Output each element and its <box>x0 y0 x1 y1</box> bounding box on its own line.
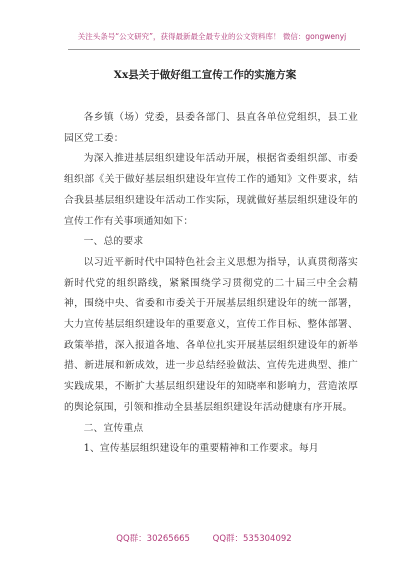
section-heading-1: 一、总的要求 <box>83 236 144 248</box>
salutation: 各乡镇（场）党委，县委各部门、县直各单位党组织，县工业园区党工委： <box>64 112 358 144</box>
section-body-1: 以习近平新时代中国特色社会主义思想为指导，认真贯彻落实新时代党的组织路线，紧紧围绕学习贯彻党的二十届三中全会精神，围绕中央、省委和市委关于开展基层组织建设年的统一部署，大力宣传基层组织建设年的重要意义，宣传工作目标、整体部署、政策举措，深入报道各地、各单位扎实开展基层组织建设年的新举措、新进展和新成效，进一步总结经验做法、宣传先进典型、推广实践成果，不断扩大基层组织建设年的知晓率和影响力，营造浓厚的舆论氛围，引领和推动全县基层组织建设年活动健康有序开展。 <box>64 256 358 413</box>
document-body <box>64 108 358 460</box>
document-title: Xx县关于做好组工宣传工作的实施方案 <box>113 69 297 81</box>
header-divider <box>68 49 360 50</box>
footer-qq-group-1: QQ群：30265665 <box>116 534 190 544</box>
section-item-1: 1、宣传基层组织建设年的重要精神和工作要求。每月 <box>83 443 319 455</box>
header-banner: 关注头条号“公文研究”，获得最新最全最专业的公文资料库！ 微信：gongwenyj <box>77 32 347 41</box>
intro-paragraph: 为深入推进基层组织建设年活动开展，根据省委组织部、市委组织部《关于做好基层组织建设年宣传工作的通知》文件要求，结合我县基层组织建设年活动工作实际，现就做好基层组织建设年的宣传工作有关事项通知如下： <box>64 153 358 227</box>
footer-qq-group-2: QQ群：535304092 <box>212 534 292 544</box>
section-heading-2: 二、宣传重点 <box>83 422 144 434</box>
footer-contacts <box>0 532 408 544</box>
